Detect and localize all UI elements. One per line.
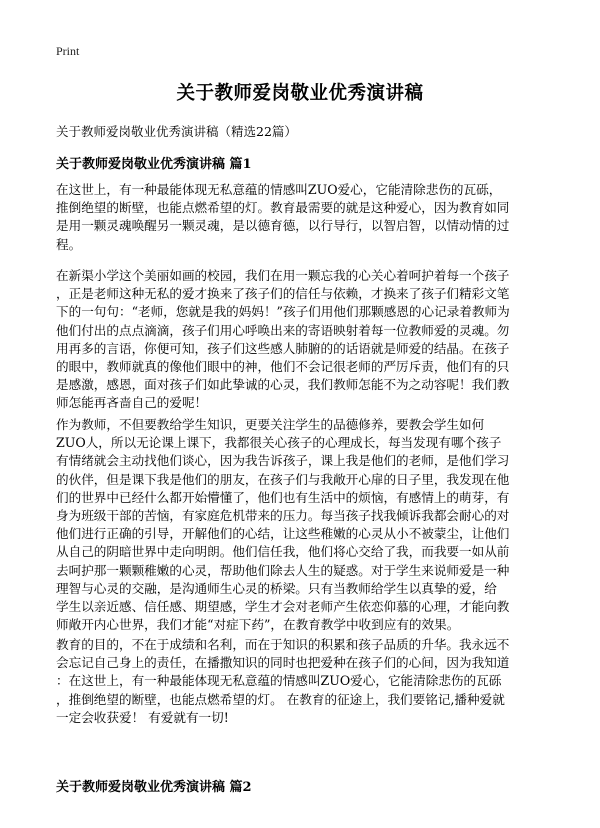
- section-heading-2: 关于教师爱岗敬业优秀演讲稿 篇2: [56, 780, 252, 795]
- paragraph-line: 作为教师，不但要教给学生知识，更要关注学生的品德修养，要教会学生如何: [56, 417, 485, 432]
- paragraph-line: 在这世上，有一种最能体现无私意蕴的情感叫ZUO爱心，它能清除悲伤的瓦砾，: [56, 182, 502, 197]
- paragraph-line: 们的世界中已经什么都开始懵懂了，他们也有生活中的烦恼，有感情上的萌芽，有: [56, 489, 510, 505]
- paragraph-line: ：在这世上，有一种最能体现无私意蕴的情感叫ZUO爱心，它能清除悲伤的瓦砾: [56, 673, 502, 689]
- document-title: 关于教师爱岗敬业优秀演讲稿: [176, 83, 424, 104]
- paragraph-line: 去呵护那一颗颗稚嫩的心灵，帮助他们除去人生的疑惑。对于学生来说师爱是一种: [56, 562, 510, 578]
- paragraph-2: [56, 267, 554, 413]
- paragraph-line: 程。: [56, 236, 82, 252]
- paragraph-1: [56, 181, 554, 254]
- paragraph-line: 在新渠小学这个美丽如画的校园，我们在用一颗忘我的心关心着呵护着每一个孩子: [56, 268, 510, 283]
- document-subtitle: 关于教师爱岗敬业优秀演讲稿（精选22篇）: [56, 124, 297, 139]
- paragraph-line: 的伙伴，但是课下我是他们的朋友，在孩子们与我敞开心扉的日子里，我发现在他: [56, 471, 510, 487]
- paragraph-line: 学生以亲近感、信任感、期望感，学生才会对老师产生依恋仰慕的心理，才能向教: [56, 599, 510, 615]
- paragraph-line: 的眼中，教师就真的像他们眼中的神，他们不会记很老师的严厉斥责，他们有的只: [56, 359, 510, 375]
- section-heading-1: 关于教师爱岗敬业优秀演讲稿 篇1: [56, 157, 252, 172]
- paragraph-line: 他们进行正确的引导，开解他们的心结，让这些稚嫩的心灵从小不被蒙尘，让他们: [56, 526, 510, 542]
- paragraph-line: ，正是老师这种无私的爱才换来了孩子们的信任与依赖，才换来了孩子们精彩文笔: [56, 286, 510, 302]
- paragraph-4: [56, 636, 554, 727]
- paragraph-line: 会忘记自己身上的责任，在播撒知识的同时也把爱种在孩子们的心间，因为我知道: [56, 655, 510, 671]
- paragraph-line: ZUO人，所以无论课上课下，我都很关心孩子的心理成长，每当发现有哪个孩子: [56, 435, 502, 451]
- paragraph-line: 下的一句句：“老师，您就是我的妈妈！”孩子们用他们那颗感恩的心记录着教师为: [56, 304, 510, 320]
- paragraph-line: 是用一颗灵魂唤醒另一颗灵魂，是以德育德，以行导行，以智启智，以情动情的过: [56, 218, 510, 234]
- paragraph-line: 理智与心灵的交融，是沟通师生心灵的桥梁。只有当教师给学生以真挚的爱，给: [56, 580, 497, 596]
- paragraph-line: 从自己的阴暗世界中走向明朗。他们信任我，他们将心交给了我，而我要一如从前: [56, 544, 510, 560]
- paragraph-line: 是感激，感恩，面对孩子们如此挚诚的心灵，我们教师怎能不为之动容呢！我们教: [56, 377, 510, 393]
- paragraph-line: 有情绪就会主动找他们谈心，因为我告诉孩子，课上我是他们的老师，是他们学习: [56, 453, 510, 469]
- paragraph-line: 用再多的言语，你便可知，孩子们这些感人肺腑的的话语就是师爱的结晶。在孩子: [56, 340, 510, 356]
- paragraph-line: 他们付出的点点滴滴，孩子们用心呼唤出来的寄语映射着每一位教师爱的灵魂。勿: [56, 322, 510, 338]
- paragraph-3: [56, 416, 554, 634]
- paragraph-line: 教育的目的，不在于成绩和名利，而在于知识的积累和孩子品质的升华。我永远不: [56, 637, 510, 652]
- paragraph-line: 师怎能再吝啬自己的爱呢！: [56, 395, 208, 411]
- paragraph-line: 一定会收获爱！ 有爱就有一切!: [56, 709, 229, 725]
- paragraph-line: 身为班级干部的苦恼，有家庭危机带来的压力。每当孩子找我倾诉我都会耐心的对: [56, 508, 510, 524]
- paragraph-line: 师敞开内心世界，我们才能“对症下药”，在教育教学中收到应有的效果。: [56, 617, 460, 633]
- print-label: Print: [56, 44, 80, 58]
- paragraph-line: ，推倒绝望的断壁，也能点燃希望的灯。 在教育的征途上，我们要铭记,播种爱就: [56, 691, 505, 707]
- paragraph-line: 推倒绝望的断壁，也能点燃希望的灯。教育最需要的就是这种爱心，因为教育如同: [56, 200, 510, 216]
